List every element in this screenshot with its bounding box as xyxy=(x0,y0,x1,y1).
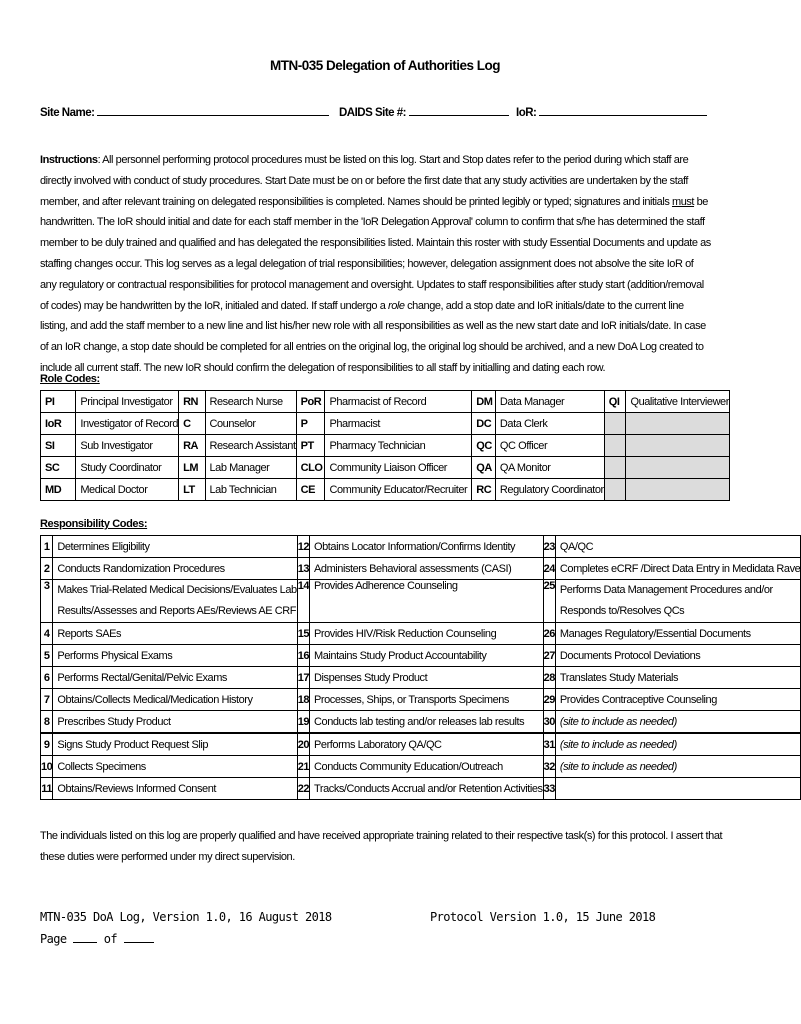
responsibility-code-number: 10 xyxy=(41,756,53,778)
responsibility-code-number: 28 xyxy=(543,667,555,689)
responsibility-row xyxy=(41,689,801,711)
responsibility-description xyxy=(53,580,297,623)
role-code xyxy=(604,435,626,457)
role-name: QC Officer xyxy=(495,435,604,457)
role-row xyxy=(41,391,730,413)
role-code: SC xyxy=(41,457,76,479)
role-name: Lab Technician xyxy=(205,479,296,501)
site-name-line[interactable] xyxy=(97,104,329,116)
responsibility-description: Provides Contraceptive Counseling xyxy=(555,689,800,711)
responsibility-code-number: 27 xyxy=(543,645,555,667)
role-code: PI xyxy=(41,391,76,413)
responsibility-row xyxy=(41,536,801,558)
role-name: Community Educator/Recruiter xyxy=(325,479,472,501)
responsibility-description: (site to include as needed) xyxy=(555,733,800,756)
responsibility-description: Performs Laboratory QA/QC xyxy=(310,733,544,756)
role-row xyxy=(41,413,730,435)
responsibility-description: Obtains/Reviews Informed Consent xyxy=(53,778,297,800)
responsibility-code-number: 13 xyxy=(297,558,309,580)
ior-label: IoR: xyxy=(516,107,537,119)
total-pages-line[interactable] xyxy=(124,931,154,943)
responsibility-code-number: 2 xyxy=(41,558,53,580)
role-name: Investigator of Record xyxy=(76,413,179,435)
responsibility-text-line: Results/Assesses and Reports AEs/Reviews AE CRF xyxy=(57,605,297,617)
responsibility-description: Signs Study Product Request Slip xyxy=(53,733,297,756)
responsibility-code-number: 33 xyxy=(543,778,555,800)
instructions-role: role xyxy=(387,299,405,312)
page-number-line[interactable] xyxy=(73,931,97,943)
responsibility-code-number: 14 xyxy=(297,580,309,623)
page-title: MTN-035 Delegation of Authorities Log xyxy=(269,58,500,73)
role-name: Community Liaison Officer xyxy=(325,457,472,479)
role-code: DM xyxy=(472,391,496,413)
site-name-field[interactable] xyxy=(40,104,329,119)
role-code: MD xyxy=(41,479,76,501)
role-code xyxy=(604,479,626,501)
role-name: Lab Manager xyxy=(205,457,296,479)
ior-field[interactable] xyxy=(516,104,707,119)
responsibility-text-line: Performs Data Management Procedures and/or xyxy=(559,584,773,596)
responsibility-description: Conducts Community Education/Outreach xyxy=(310,756,544,778)
role-code: QC xyxy=(472,435,496,457)
role-name: Data Manager xyxy=(495,391,604,413)
role-name xyxy=(626,413,730,435)
of-label: of xyxy=(103,932,117,946)
page-count-field xyxy=(40,931,154,946)
responsibility-code-number: 15 xyxy=(297,623,309,645)
role-name: Data Clerk xyxy=(495,413,604,435)
responsibility-code-number: 29 xyxy=(543,689,555,711)
responsibility-description: Translates Study Materials xyxy=(555,667,800,689)
responsibility-description: Completes eCRF /Direct Data Entry in Medidata Rave xyxy=(555,558,800,580)
role-code: IoR xyxy=(41,413,76,435)
responsibility-description: Administers Behavioral assessments (CASI) xyxy=(310,558,544,580)
attestation-statement: The individuals listed on this log are properly qualified and have received appropriate training related to their respective task(s) for this protocol. I assert that these duties were performed under my direct supervision. xyxy=(40,830,723,863)
instructions-must: must xyxy=(671,195,695,208)
site-name-label: Site Name: xyxy=(40,107,95,119)
role-name: Regulatory Coordinator xyxy=(495,479,604,501)
responsibility-code-number: 17 xyxy=(297,667,309,689)
role-codes-label: Role Codes: xyxy=(40,373,100,385)
responsibility-row xyxy=(41,733,801,756)
instructions-heading: Instructions xyxy=(40,154,98,166)
daids-site-label: DAIDS Site #: xyxy=(339,107,406,119)
responsibility-code-number: 1 xyxy=(41,536,53,558)
role-code: PoR xyxy=(296,391,325,413)
responsibility-row xyxy=(41,711,801,734)
instructions-text-3: change, add a stop date and IoR initials/date to the current line listing, and add the staff member to a new line and list his/her new role with all responsibilities as well as the new start date and IoR initials/date. In case of an IoR change, a stop date should be completed for all entries on the original log, the original log should be archived, and a new DoA Log created to include all current staff. The new IoR should confirm the delegation of responsibilities to all staff by initialling and dating each row. xyxy=(40,299,706,374)
responsibility-description: Obtains Locator Information/Confirms Identity xyxy=(310,536,544,558)
role-row xyxy=(41,479,730,501)
responsibility-code-number: 24 xyxy=(543,558,555,580)
responsibility-description: (site to include as needed) xyxy=(555,756,800,778)
role-name: Principal Investigator xyxy=(76,391,179,413)
role-codes-table xyxy=(40,390,730,501)
responsibility-row xyxy=(41,778,801,800)
responsibility-description: Maintains Study Product Accountability xyxy=(310,645,544,667)
role-code: QA xyxy=(472,457,496,479)
role-code: CLO xyxy=(296,457,325,479)
role-name xyxy=(626,479,730,501)
responsibility-description: Collects Specimens xyxy=(53,756,297,778)
responsibility-code-number: 5 xyxy=(41,645,53,667)
role-name xyxy=(626,457,730,479)
responsibility-description: Determines Eligibility xyxy=(53,536,297,558)
responsibility-row xyxy=(41,756,801,778)
responsibility-description: Manages Regulatory/Essential Documents xyxy=(555,623,800,645)
role-name: Counselor xyxy=(205,413,296,435)
responsibility-row xyxy=(41,558,801,580)
responsibility-row xyxy=(41,645,801,667)
role-code: C xyxy=(179,413,205,435)
responsibility-description: Obtains/Collects Medical/Medication History xyxy=(53,689,297,711)
responsibility-text-line: Makes Trial-Related Medical Decisions/Evaluates Lab xyxy=(57,584,297,596)
role-name: QA Monitor xyxy=(495,457,604,479)
responsibility-description: (site to include as needed) xyxy=(555,711,800,734)
responsibility-description: Conducts Randomization Procedures xyxy=(53,558,297,580)
role-code: QI xyxy=(604,391,626,413)
responsibility-code-number: 20 xyxy=(297,733,309,756)
responsibility-code-number: 25 xyxy=(543,580,555,623)
responsibility-code-number: 32 xyxy=(543,756,555,778)
responsibility-description: Reports SAEs xyxy=(53,623,297,645)
responsibility-description: Documents Protocol Deviations xyxy=(555,645,800,667)
responsibility-description: Performs Rectal/Genital/Pelvic Exams xyxy=(53,667,297,689)
ior-line[interactable] xyxy=(539,104,707,116)
role-name: Medical Doctor xyxy=(76,479,179,501)
responsibility-description: Dispenses Study Product xyxy=(310,667,544,689)
responsibility-code-number: 11 xyxy=(41,778,53,800)
responsibility-code-number: 9 xyxy=(41,733,53,756)
role-name: Pharmacy Technician xyxy=(325,435,472,457)
responsibility-codes-label: Responsibility Codes: xyxy=(40,518,148,530)
daids-site-field[interactable] xyxy=(339,104,509,119)
responsibility-code-number: 18 xyxy=(297,689,309,711)
responsibility-row xyxy=(41,623,801,645)
responsibility-description: Conducts lab testing and/or releases lab results xyxy=(310,711,544,734)
role-code: RC xyxy=(472,479,496,501)
responsibility-code-number: 8 xyxy=(41,711,53,734)
daids-site-line[interactable] xyxy=(409,104,509,116)
responsibility-code-number: 26 xyxy=(543,623,555,645)
responsibility-code-number: 31 xyxy=(543,733,555,756)
role-name: Research Nurse xyxy=(205,391,296,413)
role-code: RA xyxy=(179,435,205,457)
responsibility-text-line: Responds to/Resolves QCs xyxy=(559,605,685,617)
role-code xyxy=(604,413,626,435)
responsibility-code-number: 4 xyxy=(41,623,53,645)
role-name: Study Coordinator xyxy=(76,457,179,479)
responsibility-description xyxy=(555,778,800,800)
role-row xyxy=(41,457,730,479)
role-name: Pharmacist xyxy=(325,413,472,435)
role-code: LM xyxy=(179,457,205,479)
responsibility-code-number: 3 xyxy=(41,580,53,623)
instructions-paragraph xyxy=(40,150,712,379)
responsibility-code-number: 23 xyxy=(543,536,555,558)
responsibility-code-number: 19 xyxy=(297,711,309,734)
page-label: Page xyxy=(40,932,67,946)
role-name: Sub Investigator xyxy=(76,435,179,457)
role-code: RN xyxy=(179,391,205,413)
responsibility-description: QA/QC xyxy=(555,536,800,558)
responsibility-description xyxy=(555,580,800,623)
responsibility-description: Processes, Ships, or Transports Specimens xyxy=(310,689,544,711)
role-name: Pharmacist of Record xyxy=(325,391,472,413)
responsibility-code-number: 30 xyxy=(543,711,555,734)
responsibility-code-number: 7 xyxy=(41,689,53,711)
role-code: P xyxy=(296,413,325,435)
responsibility-description: Provides Adherence Counseling xyxy=(310,580,544,623)
responsibility-code-number: 21 xyxy=(297,756,309,778)
version-footer: MTN-035 DoA Log, Version 1.0, 16 August 2018 xyxy=(40,910,332,924)
responsibility-code-number: 22 xyxy=(297,778,309,800)
instructions-text-2: be handwritten. The IoR should initial and date for each staff member in the 'IoR Delegation Approval' column to confirm that s/he has determined the staff member to be duly trained and qualified and has delegated the responsibilities listed. Maintain this roster with study Essential Documents and update as staffing changes occur. This log serves as a legal delegation of trial responsibilities; however, delegation assignment does not absolve the site IoR of any regulatory or contractual responsibilities for protocol management and oversight. Updates to staff responsibilities after study start (addition/removal of codes) may be handwritten by the IoR, initialed and dated. If staff undergo a xyxy=(40,195,711,312)
responsibility-code-number: 16 xyxy=(297,645,309,667)
responsibility-row xyxy=(41,667,801,689)
role-row xyxy=(41,435,730,457)
responsibility-description: Tracks/Conducts Accrual and/or Retention Activities xyxy=(310,778,544,800)
role-code: LT xyxy=(179,479,205,501)
responsibility-codes-table xyxy=(40,535,801,800)
role-code xyxy=(604,457,626,479)
protocol-version-footer: Protocol Version 1.0, 15 June 2018 xyxy=(430,910,656,924)
instructions-text-1: : All personnel performing protocol procedures must be listed on this log. Start and Stop dates refer to the period during which staff are directly involved with conduct of study procedures. Start Date must be on or before the first date that any study activities are undertaken by the staff member, and after relevant training on delegated responsibilities is completed. Names should be printed legibly or typed; signatures and initials xyxy=(40,154,689,208)
responsibility-description: Provides HIV/Risk Reduction Counseling xyxy=(310,623,544,645)
role-code: SI xyxy=(41,435,76,457)
responsibility-description: Performs Physical Exams xyxy=(53,645,297,667)
role-code: DC xyxy=(472,413,496,435)
role-code: CE xyxy=(296,479,325,501)
role-code: PT xyxy=(296,435,325,457)
responsibility-row xyxy=(41,580,801,623)
role-name: Research Assistant xyxy=(205,435,296,457)
responsibility-code-number: 6 xyxy=(41,667,53,689)
role-name: Qualitative Interviewer xyxy=(626,391,730,413)
responsibility-description: Prescribes Study Product xyxy=(53,711,297,734)
role-name xyxy=(626,435,730,457)
responsibility-code-number: 12 xyxy=(297,536,309,558)
